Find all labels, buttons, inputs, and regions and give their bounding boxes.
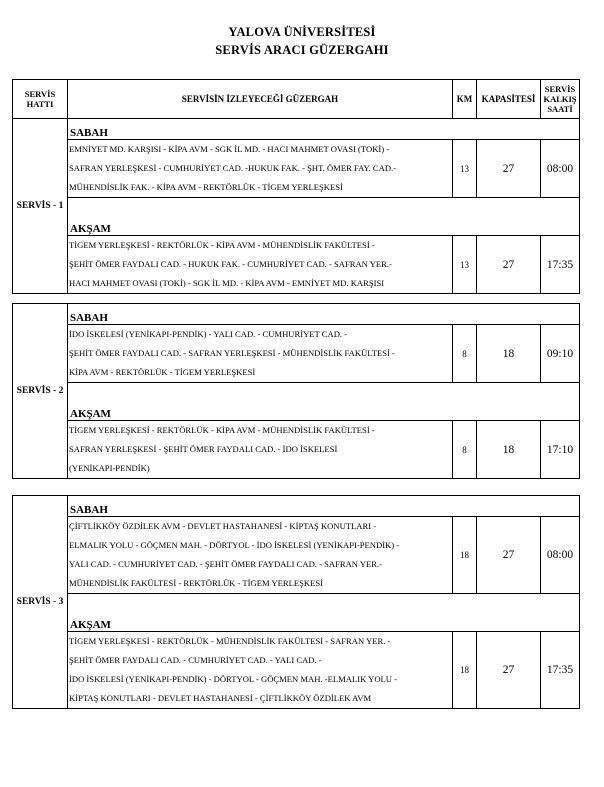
header-time-3: SAATİ [547, 104, 573, 114]
evening-label: AKŞAM [68, 198, 580, 236]
route-line: ÇİFTLİKKÖY ÖZDİLEK AVM - DEVLET HASTAHANESİ - KİPTAŞ KONUTLARI - [69, 521, 377, 531]
evening-time: 17:10 [541, 421, 580, 479]
evening-time: 17:35 [541, 632, 580, 709]
evening-time: 17:35 [541, 236, 580, 294]
header-time [541, 80, 580, 119]
header-route: SERVİSİN İZLEYECEĞİ GÜZERGAH [68, 80, 453, 119]
service-block [12, 303, 580, 479]
header-line-2: HATTI [26, 99, 54, 109]
evening-route-row [13, 236, 580, 294]
morning-label-row [13, 119, 580, 140]
morning-capacity: 27 [477, 517, 541, 594]
evening-label: AKŞAM [68, 594, 580, 632]
route-line: HACI MAHMET OVASI (TOKİ) - SGK İL MD. - KİPA AVM - EMNİYET MD. KARŞISI [69, 278, 385, 288]
route-line: KİPA AVM - REKTÖRLÜK - TİGEM YERLEŞKESİ [69, 367, 256, 377]
route-line: SAFRAN YERLEŞKESİ - CUMHURİYET CAD. -HUKUK FAK. - ŞHT. ÖMER FAY. CAD.- [69, 163, 397, 173]
morning-time: 09:10 [541, 325, 580, 383]
route-line: EMNİYET MD. KARŞISI - KİPA AVM - SGK İL MD. - HACI MAHMET OVASI (TOKİ) - [69, 144, 390, 154]
service-line-name: SERVİS - 2 [13, 304, 68, 479]
route-line: ŞEHİT ÖMER FAYDALI CAD. - CUMHURİYET CAD. - YALI CAD. - [69, 655, 322, 665]
route-line: İDO İSKELESİ (YENİKAPI-PENDİK) - DÖRTYOL - GÖÇMEN MAH. -ELMALIK YOLU - [69, 674, 397, 684]
morning-label: SABAH [68, 119, 580, 140]
morning-km: 13 [453, 140, 477, 198]
route-line: MÜHENDİSLİK FAK. - KİPA AVM - REKTÖRLÜK - TİGEM YERLEŞKESİ [69, 182, 343, 192]
route-line: SAFRAN YERLEŞKESİ - ŞEHİT ÖMER FAYDALI CAD. - İDO İSKELESİ [69, 444, 338, 454]
service-line-name: SERVİS - 1 [13, 119, 68, 294]
header-line-1: SERVİS [24, 89, 56, 99]
header-row [13, 80, 580, 119]
morning-capacity: 18 [477, 325, 541, 383]
header-time-2: KALKIŞ [543, 94, 577, 104]
route-line: ELMALIK YOLU - GÖÇMEN MAH. - DÖRTYOL - İDO İSKELESİ (YENİKAPI-PENDİK) - [69, 540, 400, 550]
evening-route [68, 421, 453, 479]
route-line: İDO İSKELESİ (YENİKAPI-PENDİK) - YALI CAD. - CUMHURİYET CAD. - [69, 329, 348, 339]
schedule-table [12, 79, 580, 119]
evening-km: 18 [453, 632, 477, 709]
document-title: YALOVA ÜNİVERSİTESİ [228, 25, 376, 39]
evening-label-row [13, 383, 580, 421]
evening-route [68, 236, 453, 294]
route-line: TİGEM YERLEŞKESİ - REKTÖRLÜK - KİPA AVM - MÜHENDİSLİK FAKÜLTESİ - [69, 425, 375, 435]
evening-route [68, 632, 453, 709]
morning-km: 18 [453, 517, 477, 594]
header-km: KM [453, 80, 477, 119]
route-line: TİGEM YERLEŞKESİ - REKTÖRLÜK - MÜHENDİSLİK FAKÜLTESİ - SAFRAN YER. - [69, 636, 391, 646]
morning-label: SABAH [68, 304, 580, 325]
morning-label: SABAH [68, 496, 580, 517]
morning-label-row [13, 496, 580, 517]
route-line: KİPTAŞ KONUTLARI - DEVLET HASTAHANESİ - ÇİFTLİKKÖY ÖZDİLEK AVM [69, 693, 372, 703]
route-line: ŞEHİT ÖMER FAYDALI CAD. - SAFRAN YERLEŞKESİ - MÜHENDİSLİK FAKÜLTESİ - [69, 348, 395, 358]
morning-route [68, 325, 453, 383]
evening-route-row [13, 632, 580, 709]
morning-route-row [13, 140, 580, 198]
morning-route [68, 517, 453, 594]
morning-km: 8 [453, 325, 477, 383]
route-line: YALI CAD. - CUMHURİYET CAD. - ŞEHİT ÖMER FAYDALI CAD. - SAFRAN YER.- [69, 559, 383, 569]
morning-capacity: 27 [477, 140, 541, 198]
service-line-name: SERVİS - 3 [13, 496, 68, 709]
route-line: MÜHENDİSLİK FAKÜLTESİ - REKTÖRLÜK - TİGEM YERLEŞKESİ [69, 578, 323, 588]
header-time-1: SERVİS [544, 84, 576, 94]
morning-time: 08:00 [541, 140, 580, 198]
morning-route [68, 140, 453, 198]
evening-route-row [13, 421, 580, 479]
evening-capacity: 27 [477, 236, 541, 294]
morning-label-row [13, 304, 580, 325]
evening-capacity: 27 [477, 632, 541, 709]
evening-km: 13 [453, 236, 477, 294]
service-block [12, 118, 580, 294]
header-capacity: KAPASİTESİ [477, 80, 541, 119]
evening-label: AKŞAM [68, 383, 580, 421]
route-line: TİGEM YERLEŞKESİ - REKTÖRLÜK - KİPA AVM - MÜHENDİSLİK FAKÜLTESİ - [69, 240, 375, 250]
header-line [13, 80, 68, 119]
morning-route-row [13, 517, 580, 594]
document-subtitle: SERVİS ARACI GÜZERGAHI [215, 43, 389, 57]
morning-time: 08:00 [541, 517, 580, 594]
route-line: (YENİKAPI-PENDİK) [69, 463, 150, 473]
evening-capacity: 18 [477, 421, 541, 479]
service-block [12, 495, 580, 709]
route-line: ŞEHİT ÖMER FAYDALI CAD. - HUKUK FAK. - CUMHURİYET CAD. - SAFRAN YER.- [69, 259, 392, 269]
morning-route-row [13, 325, 580, 383]
evening-label-row [13, 198, 580, 236]
evening-km: 8 [453, 421, 477, 479]
evening-label-row [13, 594, 580, 632]
